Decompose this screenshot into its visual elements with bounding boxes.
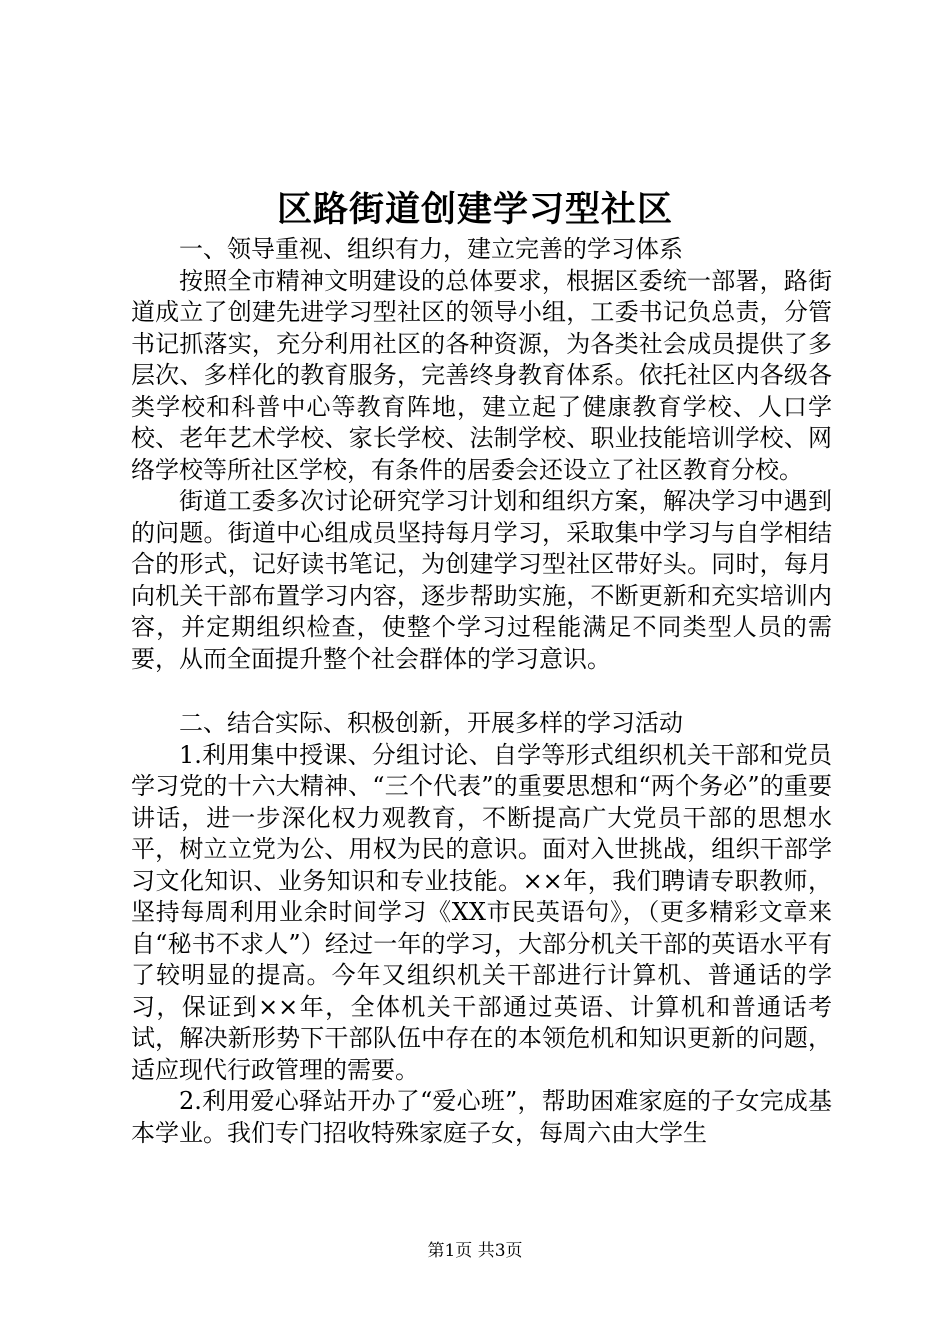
page-number-footer: 第1页 共3页	[427, 1241, 523, 1261]
section-1-paragraph-1: 按照全市精神文明建设的总体要求，根据区委统一部署，路街道成立了创建先进学习型社区的领导小组，工委书记负总责，分管书记抓落实，充分利用社区的各种资源，为各类社会成员提供了多层次、多样化的教育服务，完善终身教育体系。依托社区内各级各类学校和科普中心等教育阵地，建立起了健康教育学校、人口学校、老年艺术学校、家长学校、法制学校、职业技能培训学校、网络学校等所社区学校，有条件的居委会还设立了社区教育分校。	[131, 266, 832, 484]
section-2-item-1: 1.利用集中授课、分组讨论、自学等形式组织机关干部和党员学习党的十六大精神、“三个代表”的重要思想和“两个务必”的重要讲话，进一步深化权力观教育，不断提高广大党员干部的思想水平，树立立党为公、用权为民的意识。面对入世挑战，组织干部学习文化知识、业务知识和专业技能。××年，我们聘请专职教师，坚持每周利用业余时间学习《XX市民英语句》，（更多精彩文章来自“秘书不求人”）经过一年的学习，大部分机关干部的英语水平有了较明显的提高。今年又组织机关干部进行计算机、普通话的学习，保证到××年，全体机关干部通过英语、计算机和普通话考试，解决新形势下干部队伍中存在的本领危机和知识更新的问题，适应现代行政管理的需要。	[131, 740, 832, 1084]
section-1-heading: 一、领导重视、组织有力，建立完善的学习体系	[179, 235, 683, 263]
section-2-item-2: 2.利用爱心驿站开办了“爱心班”，帮助困难家庭的子女完成基本学业。我们专门招收特殊家庭子女，每周六由大学生	[131, 1087, 832, 1147]
section-2-heading: 二、结合实际、积极创新，开展多样的学习活动	[179, 709, 683, 737]
document-title: 区路街道创建学习型社区	[276, 189, 673, 230]
section-1-paragraph-2: 街道工委多次讨论研究学习计划和组织方案，解决学习中遇到的问题。街道中心组成员坚持每月学习，采取集中学习与自学相结合的形式，记好读书笔记，为创建学习型社区带好头。同时，每月向机关干部布置学习内容，逐步帮助实施，不断更新和充实培训内容，并定期组织检查，使整个学习过程能满足不同类型人员的需要，从而全面提升整个社会群体的学习意识。	[131, 487, 832, 673]
document-body	[131, 234, 832, 1149]
